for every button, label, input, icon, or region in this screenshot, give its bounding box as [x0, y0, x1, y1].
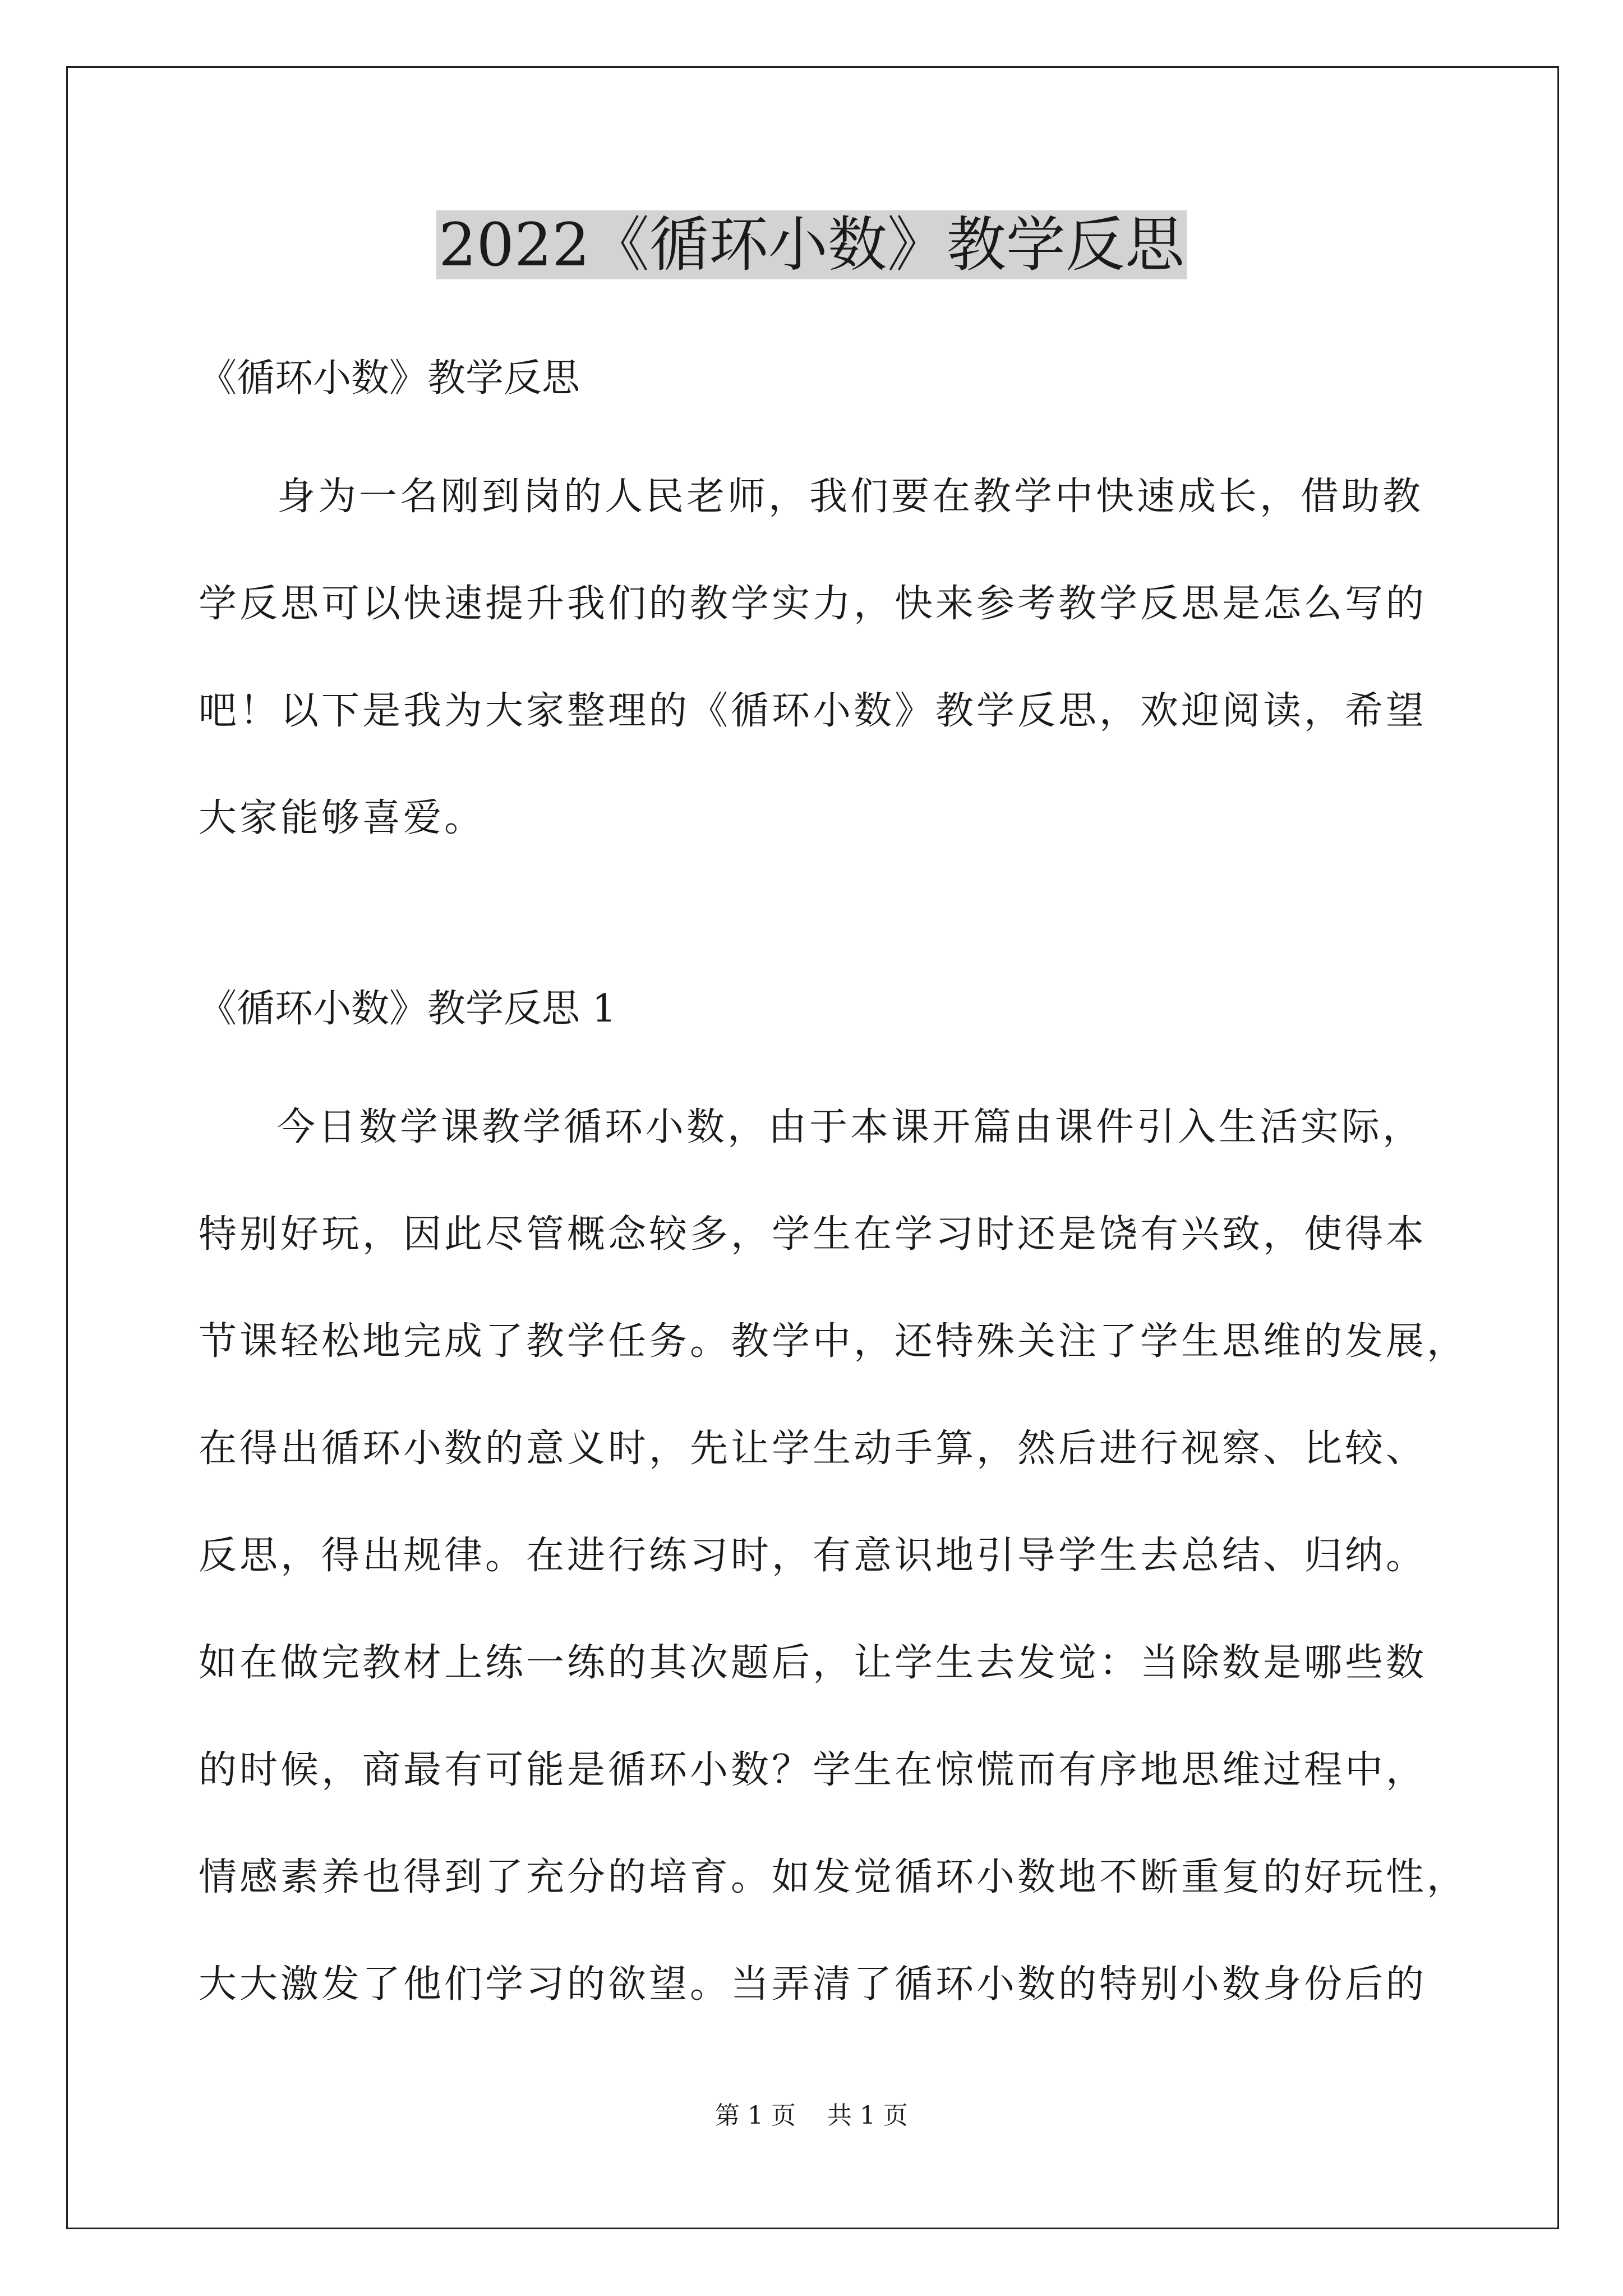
text-line: 大家能够喜爱。: [199, 796, 486, 840]
text-line: 吧！以下是我为大家整理的《循环小数》教学反思，欢迎阅读，希望: [199, 689, 1427, 733]
text-line: 大大激发了他们学习的欲望。当弄清了循环小数的特别小数身份后的: [199, 1962, 1427, 2007]
document-title-text: 2022《循环小数》教学反思: [436, 210, 1187, 279]
document-title: [0, 203, 1623, 287]
text-line: 在得出循环小数的意义时，先让学生动手算，然后进行视察、比较、: [199, 1427, 1427, 1471]
spacer: [199, 872, 1467, 967]
text-line: 节课轻松地完成了教学任务。教学中，还特殊关注了学生思维的发展，: [199, 1319, 1468, 1364]
text-line: 特别好玩，因此尽管概念较多，学生在学习时还是饶有兴致，使得本: [199, 1212, 1427, 1257]
page-footer: 第 1 页 共 1 页: [715, 2101, 908, 2130]
intro-heading: 《循环小数》教学反思: [199, 356, 580, 401]
text-line: 学反思可以快速提升我们的教学实力，快来参考教学反思是怎么写的: [199, 582, 1427, 626]
section-1-heading: 《循环小数》教学反思 1: [199, 987, 616, 1031]
text-line: 反思，得出规律。在进行练习时，有意识地引导学生去总结、归纳。: [199, 1534, 1427, 1578]
text-line: 如在做完教材上练一练的其次题后，让学生去发觉：当除数是哪些数: [199, 1641, 1427, 1685]
section-1-paragraph: [199, 1074, 1467, 2038]
spacer: [199, 421, 1467, 443]
text-line: 的时候，商最有可能是循环小数？学生在惊慌而有序地思维过程中，: [199, 1748, 1427, 1792]
intro-paragraph: [199, 443, 1467, 872]
document-body: [199, 337, 1467, 2038]
spacer: [199, 1051, 1467, 1074]
text-line: 身为一名刚到岗的人民老师，我们要在教学中快速成长，借助教: [277, 475, 1424, 519]
text-line: 情感素养也得到了充分的培育。如发觉循环小数地不断重复的好玩性，: [199, 1855, 1468, 1899]
text-line: 今日数学课教学循环小数，由于本课开篇由课件引入生活实际，: [277, 1105, 1424, 1149]
